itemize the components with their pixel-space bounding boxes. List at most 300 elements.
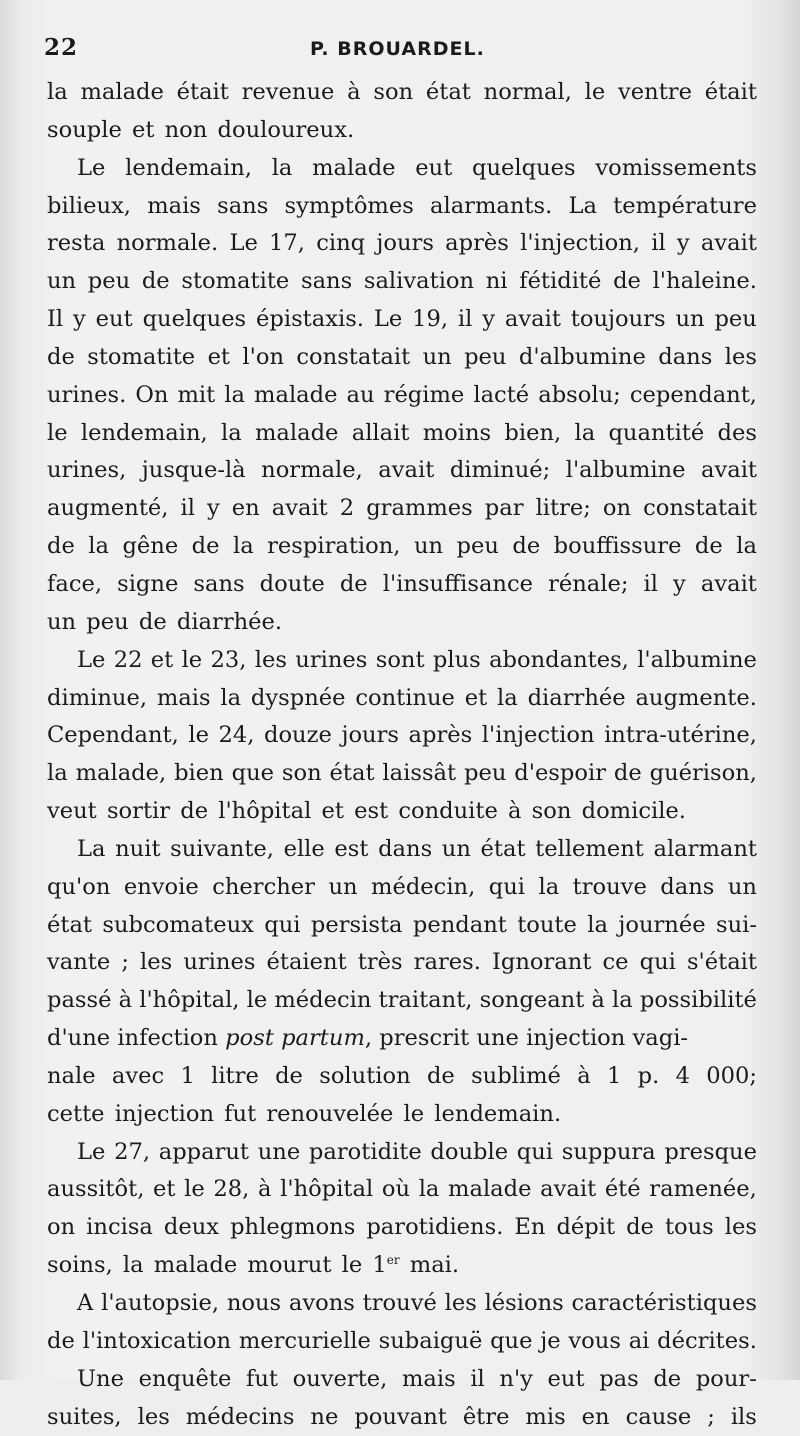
word: y: [73, 306, 86, 333]
word: avec: [111, 1062, 165, 1089]
word: la: [47, 79, 68, 105]
word: la: [88, 533, 109, 560]
word: y: [673, 570, 686, 597]
word: à: [347, 79, 361, 105]
word: les: [254, 646, 287, 673]
word: la: [220, 684, 242, 711]
word: la: [232, 533, 254, 560]
text-line-part: mai.: [399, 1252, 460, 1279]
word: la: [612, 987, 633, 1014]
word: diminué;: [449, 457, 551, 484]
word: vomissements: [595, 154, 757, 181]
word: 4: [675, 1062, 690, 1089]
word: la: [418, 1176, 440, 1203]
word: urines.: [47, 381, 127, 408]
word: parotidite: [308, 1138, 422, 1165]
word: quelques: [472, 154, 576, 181]
word: de: [613, 268, 641, 295]
word: avait: [700, 230, 757, 257]
text-line: [47, 1134, 757, 1172]
word: intra-utérine,: [604, 722, 757, 749]
word: de: [141, 268, 170, 295]
word: normale,: [261, 457, 363, 484]
word: avons: [288, 1290, 355, 1316]
word: stomatite: [87, 343, 196, 370]
word: diarrhée: [527, 684, 626, 711]
text-line: [47, 566, 757, 604]
word: eut: [95, 306, 133, 333]
word: fétidité: [519, 268, 602, 295]
word: constatait: [296, 343, 411, 370]
word: jusque-là: [141, 457, 246, 484]
word: on: [47, 1214, 76, 1241]
text-line: un peu de diarrhée.: [47, 608, 283, 635]
word: une: [257, 1138, 301, 1165]
word: pas: [599, 1365, 639, 1392]
word: caractéristiques: [571, 1290, 757, 1316]
word: ventre: [618, 79, 692, 105]
word: est: [334, 835, 369, 862]
word: 000;: [706, 1062, 757, 1089]
word: de: [512, 533, 541, 560]
word: deux: [163, 1214, 220, 1241]
word: vante: [47, 949, 111, 976]
word: gêne: [122, 533, 179, 560]
word: tous: [664, 1214, 714, 1241]
word: état: [47, 911, 92, 938]
word: lésions: [484, 1290, 564, 1316]
word: incisa: [86, 1214, 153, 1241]
body-text: [47, 74, 757, 1436]
word: pouvant: [354, 1403, 447, 1430]
word: la: [224, 381, 245, 408]
word: qui: [516, 1138, 554, 1165]
word: revenue: [241, 79, 335, 105]
ordinal-superscript: er: [386, 1253, 400, 1268]
word: après: [408, 722, 473, 749]
word: eut: [415, 154, 453, 181]
word: sans: [217, 192, 269, 219]
word: dyspnée: [250, 684, 346, 711]
page-number: 22: [44, 34, 79, 61]
word: peu: [463, 760, 507, 787]
word: il: [643, 570, 658, 597]
word: bien: [174, 760, 224, 787]
word: alarmant: [653, 835, 757, 862]
text-line: [47, 717, 757, 755]
word: par: [484, 495, 524, 522]
word: 1: [180, 1062, 195, 1089]
word: En: [514, 1214, 546, 1241]
word: un: [413, 533, 444, 560]
word: augmente.: [635, 684, 757, 711]
word: ;: [707, 1403, 715, 1430]
word: apparut: [158, 1138, 250, 1165]
word: nale: [47, 1062, 96, 1089]
word: Le: [77, 1138, 106, 1165]
word: le: [47, 419, 68, 446]
word: mais: [401, 1365, 456, 1392]
text-line-part: , prescrit une injection vagi-: [364, 1025, 689, 1052]
word: l'hôpital: [280, 1176, 374, 1203]
word: tellement: [535, 835, 644, 862]
word: d'albumine: [518, 343, 646, 370]
word: 27,: [114, 1138, 151, 1165]
word: les: [724, 1214, 757, 1241]
word: le: [184, 1176, 205, 1203]
word: sans: [193, 570, 245, 597]
text-line: [47, 755, 757, 793]
word: ;: [121, 949, 129, 976]
word: dépit: [556, 1214, 616, 1241]
word: douze: [263, 722, 332, 749]
word: la: [587, 911, 608, 938]
text-line: [47, 1058, 757, 1096]
word: de: [47, 533, 75, 560]
word: Le: [229, 230, 258, 257]
word: fut: [245, 1365, 278, 1392]
word: et: [153, 1176, 176, 1203]
word: pendant: [412, 911, 507, 938]
word: phlegmons: [230, 1214, 356, 1241]
word: y: [676, 230, 690, 257]
text-line: [47, 1171, 757, 1209]
word: lacté: [473, 381, 530, 408]
word: la: [736, 533, 757, 560]
text-line: [47, 1323, 757, 1361]
word: nous: [226, 1290, 282, 1316]
word: cependant,: [629, 381, 757, 408]
text-line: cette injection fut renouvelée le lendemain.: [47, 1100, 562, 1127]
text-line: [47, 680, 757, 718]
word: qui: [639, 949, 676, 976]
word: l'on: [242, 343, 284, 370]
word: doute: [259, 570, 325, 597]
word: l'haleine.: [652, 268, 757, 295]
word: n'y: [499, 1365, 533, 1392]
word: jours: [376, 230, 434, 257]
word: épistaxis.: [256, 306, 364, 333]
word: les: [444, 1290, 477, 1316]
word: il: [651, 230, 666, 257]
text-line: [47, 150, 757, 188]
word: p.: [637, 1062, 660, 1089]
word: régime: [383, 381, 465, 408]
word: absolu;: [538, 381, 621, 408]
word: sont: [375, 646, 425, 673]
word: en: [581, 1403, 610, 1430]
word: de: [47, 1327, 75, 1354]
word: trouvé: [362, 1290, 437, 1316]
word: un: [328, 873, 358, 900]
word: étaient: [266, 949, 347, 976]
word: de: [626, 1214, 654, 1241]
word: guérison,: [649, 760, 757, 787]
word: ne: [310, 1403, 339, 1430]
word: les: [140, 949, 173, 976]
word: la: [574, 419, 596, 446]
word: avait: [378, 457, 435, 484]
word: augmenté,: [47, 495, 169, 522]
word: après: [445, 230, 509, 257]
word: resta: [47, 230, 106, 257]
word: y: [206, 495, 220, 522]
text-line: souple et non douloureux.: [47, 116, 355, 143]
word: grammes: [366, 495, 473, 522]
word: peu: [456, 533, 499, 560]
word: malade: [255, 419, 339, 446]
word: et: [150, 646, 174, 673]
word: la: [497, 684, 518, 711]
word: toujours: [570, 306, 666, 333]
word: urines: [183, 949, 256, 976]
word: les: [724, 343, 757, 370]
text-line: [47, 907, 757, 945]
word: état: [329, 760, 375, 787]
text-line-part: soins, la malade mourut le 1: [47, 1252, 387, 1279]
word: un: [422, 343, 452, 370]
word: qu'on: [47, 873, 111, 900]
word: cause: [625, 1403, 692, 1430]
word: un: [675, 306, 705, 333]
word: l'injection,: [520, 230, 640, 257]
word: avait: [271, 495, 328, 522]
word: plus: [432, 646, 481, 673]
word: on: [602, 495, 632, 522]
word: enquête: [138, 1365, 232, 1392]
word: état: [425, 79, 471, 105]
word: pour-: [695, 1365, 757, 1392]
word: le: [181, 646, 203, 673]
word: il: [470, 1365, 485, 1392]
text-line: veut sortir de l'hôpital et est conduite à son domicile.: [47, 798, 686, 825]
word: avait: [540, 1176, 597, 1203]
word: La: [77, 835, 106, 862]
page-header: [44, 34, 756, 70]
word: A: [77, 1290, 94, 1316]
text-line: [47, 377, 757, 415]
word: trouve: [572, 873, 647, 900]
word: malade: [80, 79, 164, 105]
word: Une: [77, 1365, 124, 1392]
word: ai: [628, 1327, 650, 1354]
word: face,: [47, 570, 103, 597]
text-line: [47, 415, 757, 453]
word: alarmants.: [430, 192, 553, 219]
word: passé: [47, 987, 112, 1014]
word: le: [246, 987, 268, 1014]
word: mercurielle: [238, 1327, 371, 1354]
text-line: [47, 528, 757, 566]
word: bilieux,: [47, 192, 131, 219]
word: était: [704, 79, 757, 105]
word: suites,: [47, 1403, 122, 1430]
word: eut: [547, 1365, 585, 1392]
word: mais: [156, 684, 211, 711]
word: ramenée,: [649, 1176, 757, 1203]
word: 2: [339, 495, 355, 522]
word: stomatite: [181, 268, 290, 295]
word: à: [258, 1176, 272, 1203]
word: au: [346, 381, 375, 408]
word: allait: [351, 419, 410, 446]
word: rénale;: [548, 570, 629, 597]
word: très: [357, 949, 403, 976]
word: qui: [488, 873, 525, 900]
word: la: [271, 154, 293, 181]
word: un: [441, 835, 471, 862]
word: continue: [355, 684, 455, 711]
word: ce: [602, 949, 629, 976]
word: un: [47, 268, 77, 295]
word: suivante,: [170, 835, 274, 862]
word: peu: [87, 268, 131, 295]
word: malade: [312, 154, 396, 181]
word: dans: [378, 835, 433, 862]
word: il: [180, 495, 195, 522]
word: malade,: [75, 760, 167, 787]
word: d'espoir: [514, 760, 606, 787]
word: à: [591, 987, 605, 1014]
word: avait: [700, 570, 757, 597]
word: salivation: [363, 268, 475, 295]
text-line-with-superscript: [47, 1247, 757, 1285]
word: vous: [568, 1327, 621, 1354]
text-line: [47, 642, 757, 680]
word: l'hôpital,: [139, 987, 240, 1014]
word: il: [457, 306, 473, 333]
text-line: [47, 339, 757, 377]
word: songeant: [479, 987, 585, 1014]
word: je: [540, 1327, 561, 1354]
word: la: [221, 419, 242, 446]
word: persista: [310, 911, 403, 938]
word: que: [490, 1327, 533, 1354]
text-line: [47, 944, 757, 982]
word: était: [176, 79, 229, 105]
text-line: [47, 1209, 757, 1247]
word: température: [613, 192, 757, 219]
text-line: [47, 74, 757, 112]
word: symptômes: [284, 192, 414, 219]
word: Le: [77, 646, 106, 673]
word: lendemain,: [125, 154, 252, 181]
word: respiration,: [267, 533, 401, 560]
word: à: [577, 1062, 591, 1089]
word: de: [47, 343, 75, 370]
word: de: [613, 760, 642, 787]
word: journée: [618, 911, 706, 938]
word: diminue,: [47, 684, 147, 711]
word: lendemain,: [80, 419, 208, 446]
word: un: [727, 873, 757, 900]
word: médecin: [274, 987, 372, 1014]
word: La: [568, 192, 597, 219]
word: 1: [606, 1062, 622, 1089]
word: que: [231, 760, 274, 787]
text-line: [47, 301, 757, 339]
word: envoie: [123, 873, 199, 900]
word: abondantes,: [489, 646, 629, 673]
text-line: [47, 263, 757, 301]
word: dans: [660, 873, 715, 900]
word: normal,: [483, 79, 572, 105]
word: dans: [658, 343, 713, 370]
word: 17,: [269, 230, 305, 257]
word: signe: [117, 570, 179, 597]
word: le: [188, 722, 209, 749]
word: le: [584, 79, 606, 105]
text-line: [47, 452, 757, 490]
word: toute: [517, 911, 577, 938]
word: 28,: [213, 1176, 250, 1203]
word: l'insuffisance: [382, 570, 533, 597]
word: moins: [422, 419, 492, 446]
word: cinq: [316, 230, 366, 257]
text-line: [47, 1399, 757, 1436]
word: elle: [283, 835, 325, 862]
word: l'albumine: [637, 646, 757, 673]
text-line-with-italic: [47, 1020, 757, 1058]
word: normale.: [116, 230, 219, 257]
text-line: [47, 831, 757, 869]
text-line: [47, 982, 757, 1020]
word: malade: [254, 381, 338, 408]
word: quantité: [608, 419, 705, 446]
word: de: [694, 533, 723, 560]
word: mis: [525, 1403, 566, 1430]
word: litre: [211, 1062, 259, 1089]
word: décrites.: [657, 1327, 757, 1354]
word: 23,: [210, 646, 247, 673]
word: possibilité: [639, 987, 757, 1014]
word: litre;: [535, 495, 591, 522]
word: On: [135, 381, 169, 408]
word: les: [137, 1403, 170, 1430]
word: médecins: [185, 1403, 295, 1430]
word: peu: [464, 343, 507, 370]
word: mais: [147, 192, 201, 219]
word: laissât: [382, 760, 457, 787]
text-line: [47, 225, 757, 263]
word: état: [480, 835, 526, 862]
word: Le: [373, 306, 403, 333]
word: de: [339, 570, 368, 597]
word: peu: [714, 306, 757, 333]
text-line: [47, 188, 757, 226]
word: Cependant,: [47, 722, 179, 749]
word: 19,: [412, 306, 449, 333]
word: avait: [504, 306, 561, 333]
text-line: [47, 490, 757, 528]
word: malade: [448, 1176, 532, 1203]
word: médecin,: [371, 873, 476, 900]
word: parotidiens.: [366, 1214, 504, 1241]
word: nuit: [115, 835, 161, 862]
word: Le: [77, 154, 106, 181]
word: de: [191, 533, 220, 560]
word: urines,: [47, 457, 127, 484]
word: presque: [664, 1138, 757, 1165]
word: de: [653, 1365, 682, 1392]
word: bouffissure: [553, 533, 682, 560]
word: à: [118, 987, 133, 1014]
word: traitant,: [378, 987, 473, 1014]
word: en: [231, 495, 260, 522]
word: avait: [700, 457, 757, 484]
word: ouverte,: [292, 1365, 388, 1392]
word: l'autopsie,: [101, 1290, 220, 1316]
